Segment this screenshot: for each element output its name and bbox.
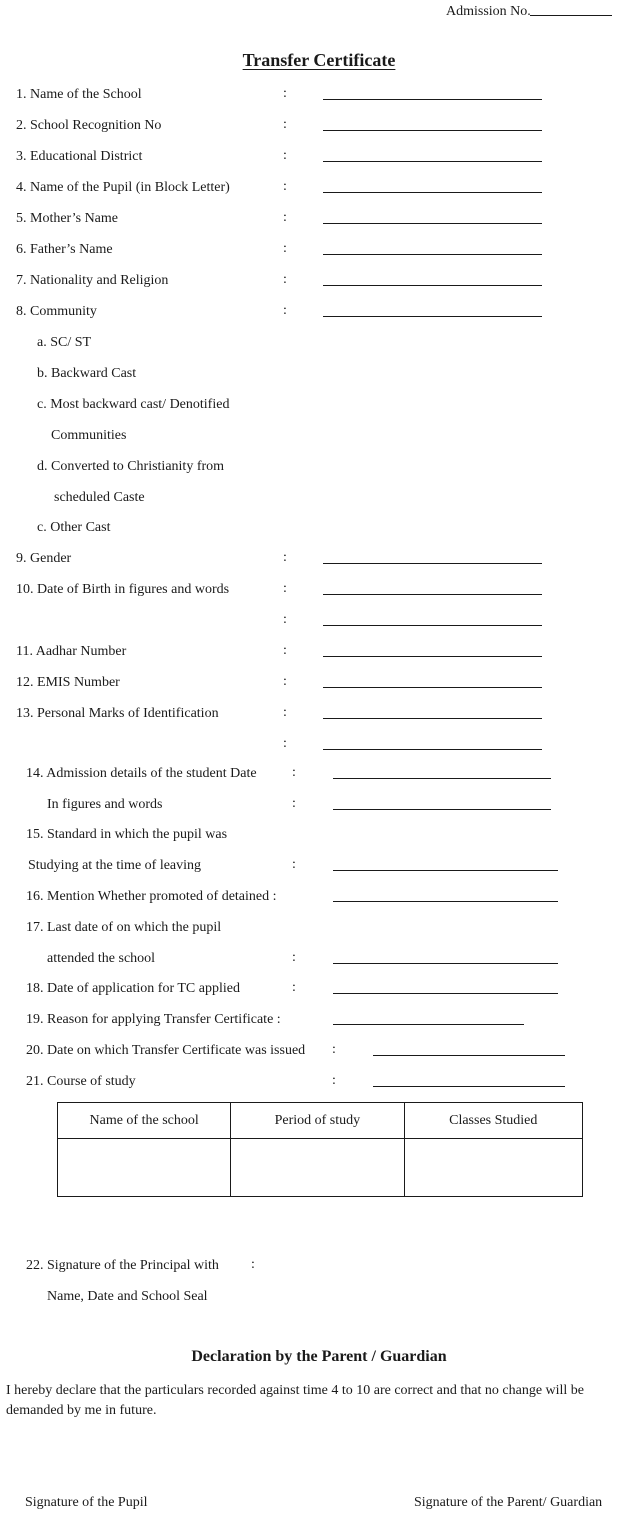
field-label-promoted-detained: 16. Mention Whether promoted of detained : bbox=[26, 889, 277, 904]
colon: : bbox=[283, 86, 287, 101]
document-title: Transfer Certificate bbox=[242, 50, 396, 70]
tc-application-date-field[interactable] bbox=[333, 993, 558, 994]
community-option-most-backward-cont: Communities bbox=[51, 428, 127, 443]
emis-field[interactable] bbox=[323, 687, 542, 688]
colon: : bbox=[283, 674, 287, 689]
pupil-signature-label: Signature of the Pupil bbox=[25, 1495, 148, 1510]
last-date-field[interactable] bbox=[333, 963, 558, 964]
aadhar-field[interactable] bbox=[323, 656, 542, 657]
admission-number-field[interactable] bbox=[530, 15, 612, 16]
table-cell-period[interactable] bbox=[231, 1139, 404, 1197]
field-label-pupil-name: 4. Name of the Pupil (in Block Letter) bbox=[16, 180, 230, 195]
standard-field[interactable] bbox=[333, 870, 558, 871]
column-header-classes: Classes Studied bbox=[404, 1103, 583, 1139]
colon: : bbox=[332, 1042, 336, 1057]
community-option-sc-st: a. SC/ ST bbox=[37, 335, 92, 350]
colon: : bbox=[251, 1257, 255, 1272]
table-header-row bbox=[58, 1103, 583, 1139]
colon: : bbox=[283, 643, 287, 658]
field-label-gender: 9. Gender bbox=[16, 551, 72, 566]
admission-date-figures-field[interactable] bbox=[333, 778, 551, 779]
field-label-aadhar: 11. Aadhar Number bbox=[16, 644, 127, 659]
father-name-field[interactable] bbox=[323, 254, 542, 255]
identification-mark-1-field[interactable] bbox=[323, 718, 542, 719]
tc-issue-date-field[interactable] bbox=[373, 1055, 565, 1056]
identification-mark-2-field[interactable] bbox=[323, 749, 542, 750]
field-label-last-date: 17. Last date of on which the pupil bbox=[26, 920, 222, 935]
colon: : bbox=[283, 179, 287, 194]
colon: : bbox=[283, 272, 287, 287]
nationality-religion-field[interactable] bbox=[323, 285, 542, 286]
pupil-name-field[interactable] bbox=[323, 192, 542, 193]
course-of-study-table bbox=[57, 1102, 583, 1197]
field-label-identification-marks: 13. Personal Marks of Identification bbox=[16, 706, 219, 721]
parent-signature-label: Signature of the Parent/ Guardian bbox=[414, 1495, 603, 1510]
educational-district-field[interactable] bbox=[323, 161, 542, 162]
colon: : bbox=[283, 581, 287, 596]
field-label-father-name: 6. Father’s Name bbox=[16, 242, 113, 257]
dob-words-field[interactable] bbox=[323, 625, 542, 626]
community-option-other: c. Other Cast bbox=[37, 520, 111, 535]
colon: : bbox=[283, 612, 287, 627]
table-cell-school[interactable] bbox=[58, 1139, 231, 1197]
community-option-backward: b. Backward Cast bbox=[37, 366, 137, 381]
field-label-recognition-no: 2. School Recognition No bbox=[16, 118, 162, 133]
community-option-converted-cont: scheduled Caste bbox=[54, 490, 145, 505]
field-label-course-of-study: 21. Course of study bbox=[26, 1074, 136, 1089]
field-label-admission-words: In figures and words bbox=[47, 797, 163, 812]
field-label-last-date-cont: attended the school bbox=[47, 951, 156, 966]
colon: : bbox=[332, 1073, 336, 1088]
colon: : bbox=[283, 736, 287, 751]
column-header-school: Name of the school bbox=[58, 1103, 231, 1139]
field-label-mother-name: 5. Mother’s Name bbox=[16, 211, 118, 226]
field-label-tc-issue-date: 20. Date on which Transfer Certificate was issued bbox=[26, 1043, 306, 1058]
tc-reason-field[interactable] bbox=[333, 1024, 524, 1025]
field-label-community: 8. Community bbox=[16, 304, 97, 319]
field-label-standard: 15. Standard in which the pupil was bbox=[26, 827, 228, 842]
admission-date-words-field[interactable] bbox=[333, 809, 551, 810]
colon: : bbox=[283, 148, 287, 163]
mother-name-field[interactable] bbox=[323, 223, 542, 224]
colon: : bbox=[292, 796, 296, 811]
community-option-most-backward: c. Most backward cast/ Denotified bbox=[37, 397, 230, 412]
school-name-field[interactable] bbox=[323, 99, 542, 100]
colon: : bbox=[283, 705, 287, 720]
declaration-text: I hereby declare that the particulars recorded against time 4 to 10 are correct and that no change will be demanded by me in future. bbox=[6, 1383, 585, 1418]
gender-field[interactable] bbox=[323, 563, 542, 564]
recognition-no-field[interactable] bbox=[323, 130, 542, 131]
community-field[interactable] bbox=[323, 316, 542, 317]
field-label-date-of-birth: 10. Date of Birth in figures and words bbox=[16, 582, 230, 597]
table-cell-classes[interactable] bbox=[404, 1139, 583, 1197]
course-of-study-field[interactable] bbox=[373, 1086, 565, 1087]
colon: : bbox=[292, 980, 296, 995]
field-label-principal-signature-cont: Name, Date and School Seal bbox=[47, 1289, 208, 1304]
field-label-admission-details: 14. Admission details of the student Date bbox=[26, 766, 257, 781]
admission-label: Admission No. bbox=[446, 4, 531, 19]
field-label-school-name: 1. Name of the School bbox=[16, 87, 142, 102]
colon: : bbox=[283, 241, 287, 256]
field-label-tc-reason: 19. Reason for applying Transfer Certificate : bbox=[26, 1012, 281, 1027]
field-label-tc-application-date: 18. Date of application for TC applied bbox=[26, 981, 240, 996]
dob-figures-field[interactable] bbox=[323, 594, 542, 595]
colon: : bbox=[283, 550, 287, 565]
field-label-educational-district: 3. Educational District bbox=[16, 149, 143, 164]
colon: : bbox=[292, 765, 296, 780]
colon: : bbox=[283, 117, 287, 132]
field-label-standard-cont: Studying at the time of leaving bbox=[28, 858, 202, 873]
community-option-converted: d. Converted to Christianity from bbox=[37, 459, 225, 474]
column-header-period: Period of study bbox=[231, 1103, 404, 1139]
field-label-principal-signature: 22. Signature of the Principal with bbox=[26, 1258, 219, 1273]
field-label-emis: 12. EMIS Number bbox=[16, 675, 120, 690]
colon: : bbox=[292, 857, 296, 872]
table-row bbox=[58, 1139, 583, 1197]
colon: : bbox=[292, 950, 296, 965]
field-label-nationality-religion: 7. Nationality and Religion bbox=[16, 273, 169, 288]
declaration-heading: Declaration by the Parent / Guardian bbox=[191, 1348, 447, 1365]
promoted-detained-field[interactable] bbox=[333, 901, 558, 902]
colon: : bbox=[283, 210, 287, 225]
colon: : bbox=[283, 303, 287, 318]
